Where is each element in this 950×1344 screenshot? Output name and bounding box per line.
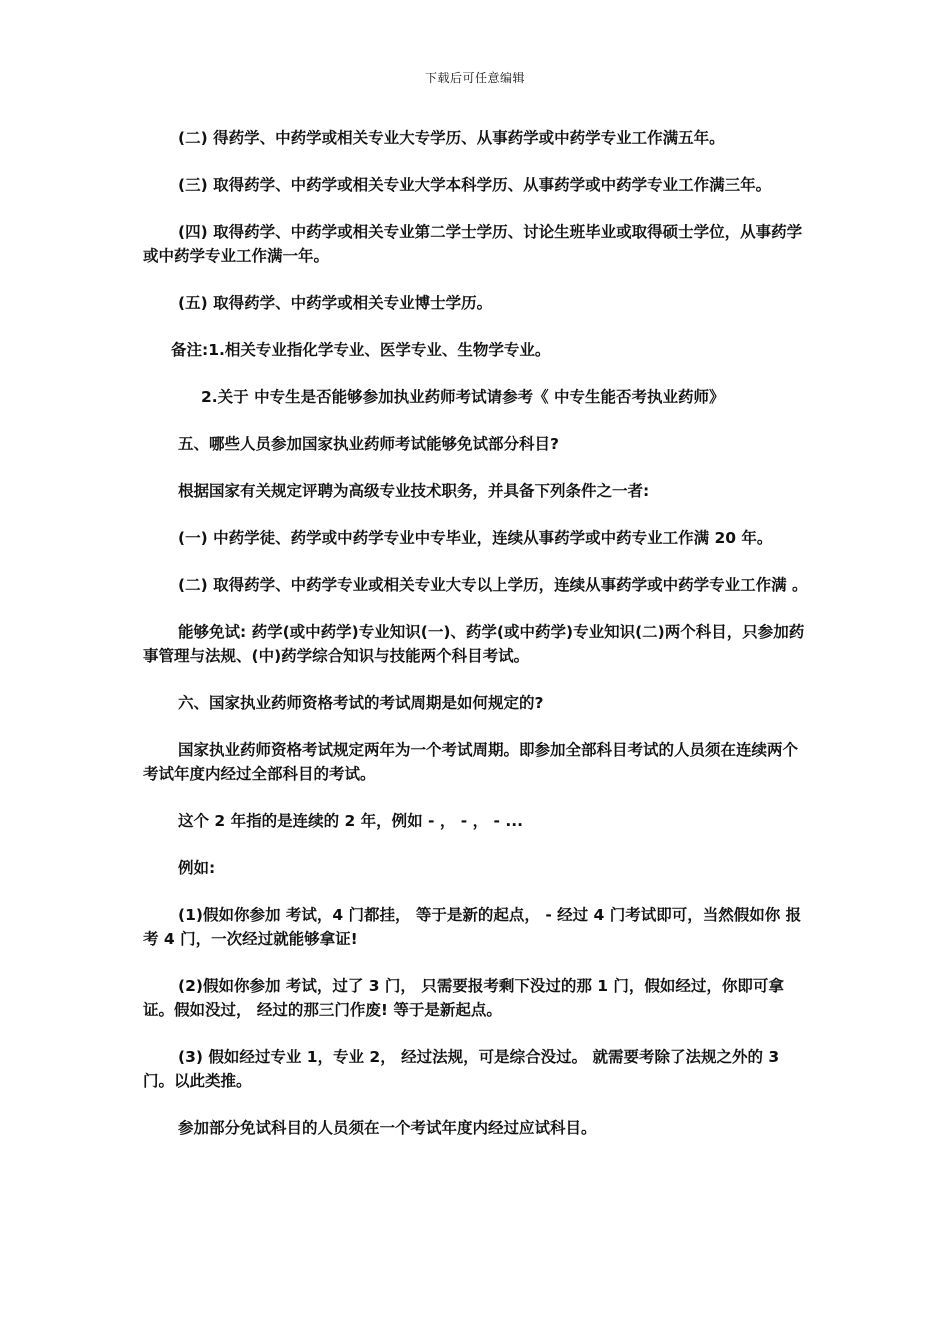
paragraph-exam-cycle: 国家执业药师资格考试规定两年为一个考试周期。即参加全部科目考试的人员须在连续两个考试年度内经过全部科目的考试。	[143, 741, 799, 783]
page-header: 下载后可任意编辑	[424, 71, 525, 85]
document-body	[143, 126, 813, 1163]
paragraph-qualification-5: (五) 取得药学、中药学或相关专业博士学历。	[178, 294, 493, 312]
paragraph-qualification-3: (三) 取得药学、中药学或相关专业大学本科学历、从事药学或中药学专业工作满三年。	[178, 176, 772, 194]
paragraph-exemption-1: (一) 中药学徒、药学或中药学专业中专毕业，连续从事药学或中药专业工作满 20 年。	[178, 529, 773, 547]
paragraph-qualification-2: (二) 得药学、中药学或相关专业大专学历、从事药学或中药学专业工作满五年。	[178, 129, 725, 147]
paragraph-qualification-4: (四) 取得药学、中药学或相关专业第二学士学历、讨论生班毕业或取得硕士学位，从事药学或中药学专业工作满一年。	[143, 223, 803, 265]
paragraph-example-3: (3) 假如经过专业 1，专业 2， 经过法规，可是综合没过。 就需要考除了法规之外的 3 门。以此类推。	[143, 1048, 780, 1090]
paragraph-two-years: 这个 2 年指的是连续的 2 年，例如 - ， - ， - ...	[178, 812, 523, 830]
paragraph-exemption-2: (二) 取得药学、中药学专业或相关专业大专以上学历，连续从事药学或中药学专业工作满 。	[178, 576, 808, 594]
paragraph-note-2: 2.关于 中专生是否能够参加执业药师考试请参考《 中专生能否考执业药师》	[201, 388, 725, 406]
paragraph-note-1: 备注:1.相关专业指化学专业、医学专业、生物学专业。	[171, 341, 551, 359]
paragraph-partial-exemption: 参加部分免试科目的人员须在一个考试年度内经过应试科目。	[178, 1119, 597, 1137]
paragraph-example-label: 例如:	[178, 859, 216, 877]
paragraph-example-2: (2)假如你参加 考试，过了 3 门， 只需要报考剩下没过的那 1 门，假如经过，你即可拿证。假如没过， 经过的那三门作废! 等于是新起点。	[143, 977, 784, 1019]
paragraph-example-1: (1)假如你参加 考试，4 门都挂， 等于是新的起点， - 经过 4 门考试即可，当然假如你 报考 4 门，一次经过就能够拿证!	[143, 906, 802, 948]
section-heading-6: 六、国家执业药师资格考试的考试周期是如何规定的?	[178, 694, 544, 712]
paragraph-exemption-intro: 根据国家有关规定评聘为高级专业技术职务，并具备下列条件之一者:	[178, 482, 650, 500]
section-heading-5: 五、哪些人员参加国家执业药师考试能够免试部分科目?	[178, 435, 559, 453]
paragraph-exemption-scope: 能够免试: 药学(或中药学)专业知识(一)、药学(或中药学)专业知识(二)两个科目，只参加药事管理与法规、(中)药学综合知识与技能两个科目考试。	[143, 623, 805, 665]
